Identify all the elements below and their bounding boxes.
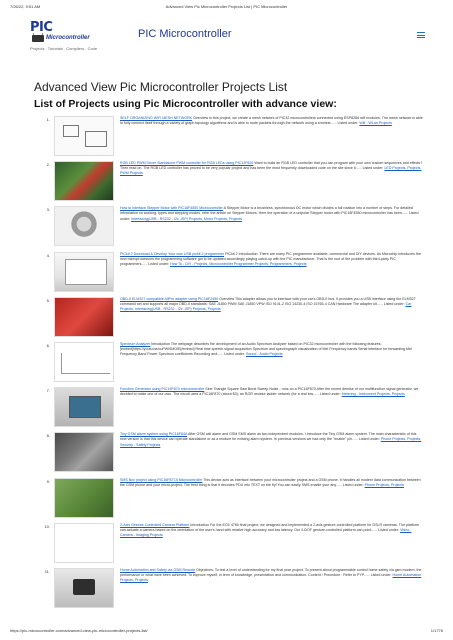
project-number: 3. [46,207,50,213]
project-thumbnail[interactable] [54,206,114,246]
project-item [34,522,423,567]
project-number: 2. [46,162,50,168]
project-item [34,386,423,431]
project-title-link[interactable]: How to interface Stepper Motor with PIC18F4550 Microcontroller [120,206,223,211]
print-title: Advanced View Pic Microcontroller Projects List | PIC Microcontroller [165,4,288,9]
project-title-link[interactable]: 2-Axis Gesture Controlled Camera Platform [120,522,190,527]
project-thumbnail[interactable] [54,342,114,382]
project-summary: A Stepper Motor is a brushless, synchronous DC motor which divides a full rotation into a number of steps. For detailed information on working, types and stepping modes, refer the article on Stepper Motors. Here the operation of a unipolar Stepper motor with PIC18F4550 microcontroller has been...... Listed under: [120,206,419,221]
project-item [34,160,423,205]
project-thumbnail[interactable] [54,252,114,292]
project-category-link[interactable]: Wifi - WLan Projects [359,121,392,126]
project-description [120,432,423,447]
project-thumbnail[interactable] [54,568,114,608]
project-number: 11. [44,568,50,574]
project-item [34,431,423,476]
section-title: List of Projects using Pic Microcontroller with advance view: [34,98,337,110]
project-item [34,115,423,160]
project-description [120,297,423,312]
project-title-link[interactable]: Home Automation and Safety via GSM Remote [120,567,196,572]
project-number: 10. [44,523,50,529]
project-thumbnail[interactable] [54,161,114,201]
project-title-link[interactable]: Function Generator using PIC16F870 microcontroller [120,387,205,392]
project-summary: Overview In this project, we create a mesh network of PIC32 microcontrollers connected using ESP8266 wifi modules. The mesh network is able to fully connect itself through a variety of graph topology algorithms and is able to route packets through the network using a shortest...... Listed under: [120,116,423,126]
project-description [120,387,423,397]
project-thumbnail[interactable] [54,387,114,427]
project-title-link[interactable]: RGB LED PWM Driver Standalone PWM controller for RGB LEDs using PIC12F629 [120,161,254,166]
project-title-link[interactable]: OBD-II ELM327 compatible AllPro adapter using PIC18F2450 [120,296,219,301]
project-thumbnail[interactable] [54,523,114,563]
project-description [120,252,423,267]
project-number: 1. [46,117,50,122]
logo-micro-text: Microcontroller [46,35,90,41]
hamburger-menu-icon[interactable] [417,32,425,38]
project-category-link[interactable]: Metering - Instrument Projects, Projects [341,392,405,397]
project-description [120,478,423,488]
project-thumbnail[interactable] [54,297,114,337]
project-category-link[interactable]: Home Automation Projects, Projects [120,572,422,583]
print-footer [10,628,443,636]
page-title: Advanced View Pic Microcontroller Projects List [34,80,288,94]
project-category-link[interactable]: Sound - Audio Projects [245,352,283,357]
project-number: 9. [46,478,50,484]
project-category-link[interactable]: Car Projects, Interfacing(USB - RS232 - I2c -ISP) Projects, Projects [120,301,412,311]
project-summary: This device acts as interface between your microcontroller project and a GSM phone. It handles all modem data communication between the GSM phone and your micro-project. The best thing is that it decodes PDU into TEXT on the fly! You can easily SMS-enable your any...... Listed under: [120,477,421,487]
project-summary: PICkit 2 Introduction: There are many PIC programmer available; commercial and DIY devices. As Microchip introduces the new microprocessors the programming software got to be updated accordingly playing catch-up with the PIC manufacturer. That is the root of the problem with third-party PIC programmers...... Listed under: [120,251,421,266]
project-title-link[interactable]: SMS Box project using PIC16F877A Microcontroller [120,477,203,482]
site-header [28,14,425,60]
print-url: https://pic-microcontroller.com/advanced-view-pic-microcontroller-projects-list/ [10,628,148,633]
project-description [120,523,423,538]
project-summary: After GSM call alarm and GSM SMS alarm as two independent modules, I introduce the Tiny GSM alarm system. The main characteristic of this new version is that this device can operate standalone or as a module for existing alarm system. In previous versions we had only the "enable" pin...... Listed under: [120,432,417,442]
site-name-link[interactable]: PIC Microcontroller [138,28,232,40]
project-description [120,568,423,583]
project-category-link[interactable]: Interfacing(USB - RS232 - I2c -ISP) Projects, Motor Projects, Projects [131,216,243,221]
project-thumbnail[interactable] [54,432,114,472]
project-summary: Want to build an RGB LED controller that you can program with your own custom sequences and effects? Then read on. The RGB LED controller has proved to be very popular project and has been the most frequently downloaded code on the site since it...... Listed under: [120,161,423,171]
project-item [34,567,423,612]
project-description [120,161,423,176]
site-logo[interactable] [30,20,134,50]
project-number: 8. [46,433,50,439]
project-item [34,341,423,386]
chip-icon [32,35,44,42]
project-summary: Sine Triangle Square Saw Burst Sweep Noise - runs on a PIC16F870 After the recent demise of our multifunction signal generator, we decided to make one of our own. The circuit uses a PIC16F870 (about $3), an R/2R resistor ladder network (for a real low...... Listed under: [120,387,419,397]
project-number: 5. [46,297,50,303]
project-thumbnail[interactable] [54,478,114,518]
project-description [120,206,423,221]
project-category-link[interactable]: LED Projects, Projects, PWM Projects [120,166,422,176]
project-summary: Overview This adapter allows you to interface with your car's OBD-II bus. It provides you a USB interface using the ELM327 command set and supports all major OBD-II standards: SAE J1850 PWM SAE J1850 VPW ISO 9141-2 ISO 14230-4 ISO 15765-4 CAN Hardware The adapter kit...... Listed under: [120,296,416,306]
project-category-link[interactable]: Phone Projects, Projects [364,482,404,487]
logo-pic-text: PIC [30,20,53,35]
project-summary: Introduction The webpage describes the development of an Audio Spectrum Analyzer based on PIC32 microcontroller with the following features: [embed]https://youtu.be/cuPWlSMOIE[/embed] Real time speech signal acquisition Spectrum and spectrograph visualization of Mel Frequency bands Serial interface for forwarding Mel Frequency Band Power Spectrum coefficients Recording and...... Listed under: [120,341,412,357]
project-item [34,251,423,296]
project-title-link[interactable]: Tiny GSM alarm system using PIC16F84A [120,432,188,437]
print-datetime: 7/26/22, 9:51 AM [10,4,41,9]
project-number: 4. [46,252,50,258]
print-header [10,4,443,12]
print-page-number: 1/1776 [430,628,443,633]
project-item [34,205,423,250]
project-number: 7. [46,388,50,394]
project-list [34,115,423,612]
project-category-link[interactable]: Video - Camera - Imaging Projects [120,527,412,537]
project-title-link[interactable]: SELF ORGANIZING WIFI MESH NETWORK [120,116,193,120]
project-title-link[interactable]: PICkit 2 Download & Develop Your own USB pickit 2 programmer [120,251,225,256]
project-category-link[interactable]: Phone Projects, Projects, Security - Safety Projects [120,437,422,447]
project-summary: Objectives: To test a level of understanding for my final year project. To present about programmable control home safety via gsm modem; the performance or what have been achieved. To improve myself, in term of knowledge, presentation and communication. Content / Procedure : Refer to PYP...... Listed under: [120,567,422,577]
project-thumbnail[interactable] [54,116,114,156]
project-summary: Introduction For the ECE 4760 final project, we designed and implemented a 2-axis gesture-controlled platform for DSLR cameras. The platform can actuate a camera based on the orientation of the user's hand with relative high accuracy and low latency. Our 2-DOF gesture-controlled platform can point...... Listed under: [120,522,419,532]
project-item [34,477,423,522]
project-item [34,296,423,341]
logo-tagline: Projects . Tutorials . Compilers . Code [30,46,98,51]
project-title-link[interactable]: Spectrum Analyzer [120,341,151,346]
project-number: 6. [46,342,50,348]
project-category-link[interactable]: How To - DIY - Projects, Microcontroller Programmer Projects, Programmers, Projects [170,261,307,266]
project-description [120,116,423,126]
project-description [120,342,423,357]
